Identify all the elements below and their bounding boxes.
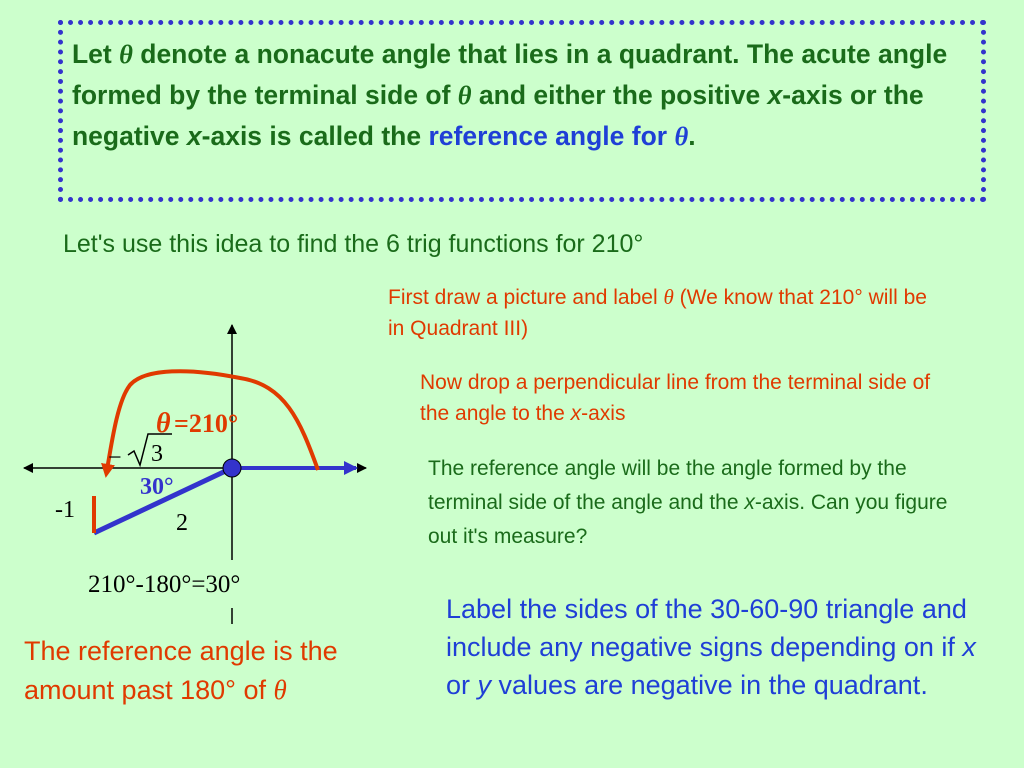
step-text: -axis [581, 402, 626, 425]
step-text: First draw a picture and label [388, 286, 664, 309]
reference-angle-label: 30° [140, 474, 174, 500]
theta-value-label: =210° [174, 409, 239, 438]
step-text: Label the sides of the 30-60-90 triangle and include any negative signs depending on if [446, 594, 967, 662]
theta-symbol: θ [457, 80, 472, 110]
hypotenuse-label: 2 [176, 510, 188, 536]
theta-symbol: θ [674, 121, 689, 151]
x-variable: x [570, 402, 582, 425]
x-variable: x [744, 491, 755, 514]
theta-symbol-label: θ [156, 408, 171, 439]
minus-sign-label: − [108, 445, 122, 471]
intro-line: Let's use this idea to find the 6 trig functions for 210° [63, 230, 644, 258]
definition-part: -axis or the negative [72, 80, 924, 151]
step-text: (We know that 210° will be in Quadrant III) [388, 286, 927, 340]
angle-computation: 210°-180°=30° [88, 571, 241, 598]
conclusion-part: The reference angle is the amount past 180° of [24, 636, 338, 705]
theta-symbol: θ [273, 675, 287, 705]
theta-symbol: θ [119, 39, 133, 69]
step-text: or [446, 670, 478, 700]
sqrt-three-label: 3 [151, 441, 163, 467]
definition-part: -axis is called the [201, 121, 429, 151]
x-variable: x [767, 80, 783, 110]
y-variable: y [477, 670, 492, 700]
origin-point [223, 459, 241, 477]
step-text: -axis. Can you figure out it's measure? [428, 491, 948, 548]
definition-part: and either the positive [471, 80, 768, 110]
definition-part: denote a nonacute angle that lies in a quadrant. The acute angle formed by the terminal side of [72, 39, 948, 110]
definition-part: Let [72, 39, 120, 69]
reference-angle-term: reference angle for [428, 121, 675, 151]
step-text: Now drop a perpendicular line from the terminal side of the angle to the [420, 371, 931, 425]
step-text: values are negative in the quadrant. [491, 670, 928, 700]
definition-part: . [688, 121, 696, 151]
step-text: The reference angle will be the angle formed by the terminal side of the angle and the [428, 457, 907, 514]
theta-symbol: θ [663, 285, 674, 309]
x-variable: x [186, 121, 202, 151]
x-variable: x [962, 632, 976, 662]
horizontal-side-label: -1 [55, 497, 75, 523]
